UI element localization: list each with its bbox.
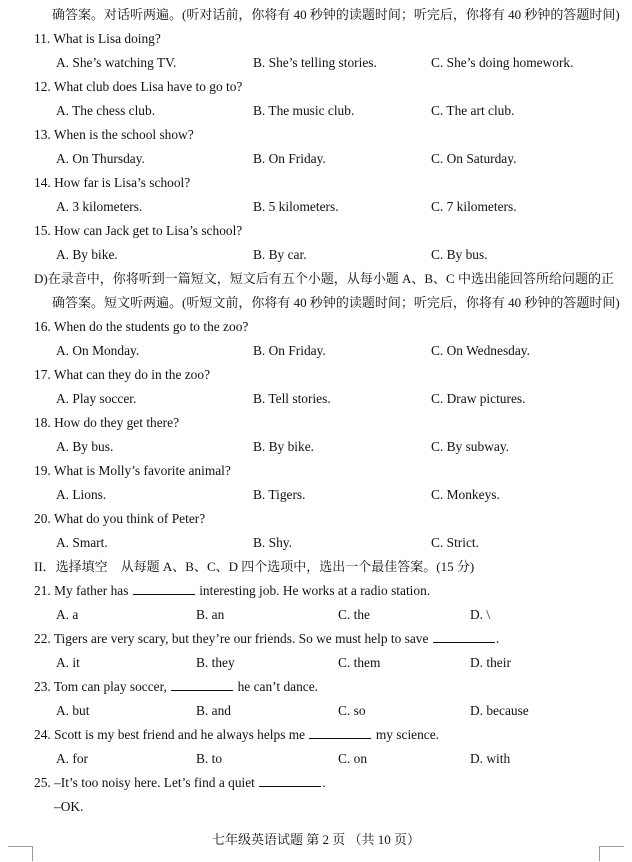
option-d: D. their (470, 655, 511, 670)
option-a: A. Play soccer. (56, 391, 137, 406)
option-b: B. 5 kilometers. (253, 199, 339, 214)
answer-blank (259, 771, 321, 787)
option-c: C. On Wednesday. (431, 343, 530, 358)
question-12: 12. What club does Lisa have to go to? (34, 79, 243, 94)
question-24-options (0, 747, 632, 771)
option-a: A. On Monday. (56, 343, 140, 358)
option-c: C. Strict. (431, 535, 479, 550)
option-b: B. an (196, 607, 225, 622)
question-25-stem-start: 25. –It’s too noisy here. Let’s find a quiet (34, 775, 255, 790)
option-a: A. but (56, 703, 90, 718)
option-b: B. On Friday. (253, 151, 326, 166)
question-20: 20. What do you think of Peter? (34, 511, 206, 526)
question-14-options (0, 195, 632, 219)
option-c: C. so (338, 703, 366, 718)
option-b: B. By bike. (253, 439, 315, 454)
option-b: B. By car. (253, 247, 307, 262)
answer-blank (133, 579, 195, 595)
question-23 (34, 675, 632, 699)
section-d-instruction: D)在录音中，你将听到一篇短文，短文后有五个小题，从每小题 A、B、C 中选出能回答所给问题的正 (34, 271, 614, 286)
section-d-instruction-cont: 确答案。短文听两遍。(听短文前，你将有 40 秒钟的读题时间；听完后，你将有 40 秒钟的答题时间) (52, 295, 620, 310)
question-22-stem-end: . (495, 631, 500, 646)
answer-blank (171, 675, 233, 691)
option-a: A. On Thursday. (56, 151, 145, 166)
crop-mark-left (8, 846, 33, 861)
question-22 (34, 627, 632, 651)
option-c: C. The art club. (431, 103, 515, 118)
page-footer: 七年级英语试题 第 2 页 （共 10 页） (211, 832, 420, 847)
option-d: D. with (470, 751, 511, 766)
question-11: 11. What is Lisa doing? (34, 31, 161, 46)
question-15: 15. How can Jack get to Lisa’s school? (34, 223, 243, 238)
question-25-reply: –OK. (54, 799, 84, 814)
question-23-stem-start: 23. Tom can play soccer, (34, 679, 167, 694)
option-a: A. The chess club. (56, 103, 156, 118)
option-b: B. The music club. (253, 103, 355, 118)
option-c: C. Draw pictures. (431, 391, 526, 406)
question-15-options (0, 243, 632, 267)
option-c: C. the (338, 607, 370, 622)
question-14: 14. How far is Lisa’s school? (34, 175, 191, 190)
question-13: 13. When is the school show? (34, 127, 194, 142)
option-b: B. She’s telling stories. (253, 55, 377, 70)
question-24-stem-start: 24. Scott is my best friend and he always helps me (34, 727, 306, 742)
question-22-stem-start: 22. Tigers are very scary, but they’re our friends. So we must help to save (34, 631, 429, 646)
question-21-options (0, 603, 632, 627)
option-c: C. On Saturday. (431, 151, 517, 166)
question-19: 19. What is Molly’s favorite animal? (34, 463, 231, 478)
option-c: C. Monkeys. (431, 487, 500, 502)
option-c: C. them (338, 655, 381, 670)
option-c: C. on (338, 751, 368, 766)
option-c: C. She’s doing homework. (431, 55, 574, 70)
question-23-stem-end: he can’t dance. (237, 679, 319, 694)
option-a: A. Smart. (56, 535, 108, 550)
question-24-stem-end: my science. (375, 727, 440, 742)
option-a: A. 3 kilometers. (56, 199, 143, 214)
option-b: B. Shy. (253, 535, 292, 550)
option-c: C. 7 kilometers. (431, 199, 517, 214)
option-a: A. By bike. (56, 247, 118, 262)
crop-mark-right (599, 846, 624, 861)
question-13-options (0, 147, 632, 171)
option-c: C. By subway. (431, 439, 509, 454)
option-a: A. Lions. (56, 487, 107, 502)
question-21-stem-start: 21. My father has (34, 583, 129, 598)
question-18: 18. How do they get there? (34, 415, 180, 430)
option-b: B. and (196, 703, 231, 718)
option-b: B. Tell stories. (253, 391, 331, 406)
option-a: A. By bus. (56, 439, 114, 454)
question-17-options (0, 387, 632, 411)
option-a: A. for (56, 751, 88, 766)
question-17: 17. What can they do in the zoo? (34, 367, 211, 382)
question-19-options (0, 483, 632, 507)
question-22-options (0, 651, 632, 675)
question-21-stem-end: interesting job. He works at a radio station. (199, 583, 431, 598)
question-24 (34, 723, 632, 747)
option-b: B. On Friday. (253, 343, 326, 358)
option-b: B. to (196, 751, 223, 766)
section-c-instruction-tail: 确答案。对话听两遍。(听对话前，你将有 40 秒钟的读题时间；听完后，你将有 40 秒钟的答题时间) (52, 7, 620, 22)
question-16-options (0, 339, 632, 363)
question-25-stem-end: . (322, 775, 326, 790)
question-11-options (0, 51, 632, 75)
option-d: D. \ (470, 607, 491, 622)
answer-blank (309, 723, 371, 739)
question-23-options (0, 699, 632, 723)
option-a: A. a (56, 607, 79, 622)
option-b: B. Tigers. (253, 487, 306, 502)
option-d: D. because (470, 703, 529, 718)
answer-blank (433, 627, 495, 643)
option-c: C. By bus. (431, 247, 488, 262)
option-a: A. it (56, 655, 80, 670)
question-18-options (0, 435, 632, 459)
question-12-options (0, 99, 632, 123)
section-ii-heading: II．选择填空 从每题 A、B、C、D 四个选项中，选出一个最佳答案。(15 分) (34, 559, 475, 574)
option-a: A. She’s watching TV. (56, 55, 177, 70)
question-20-options (0, 531, 632, 555)
question-21 (34, 579, 632, 603)
question-25 (34, 771, 632, 795)
question-16: 16. When do the students go to the zoo? (34, 319, 249, 334)
option-b: B. they (196, 655, 235, 670)
